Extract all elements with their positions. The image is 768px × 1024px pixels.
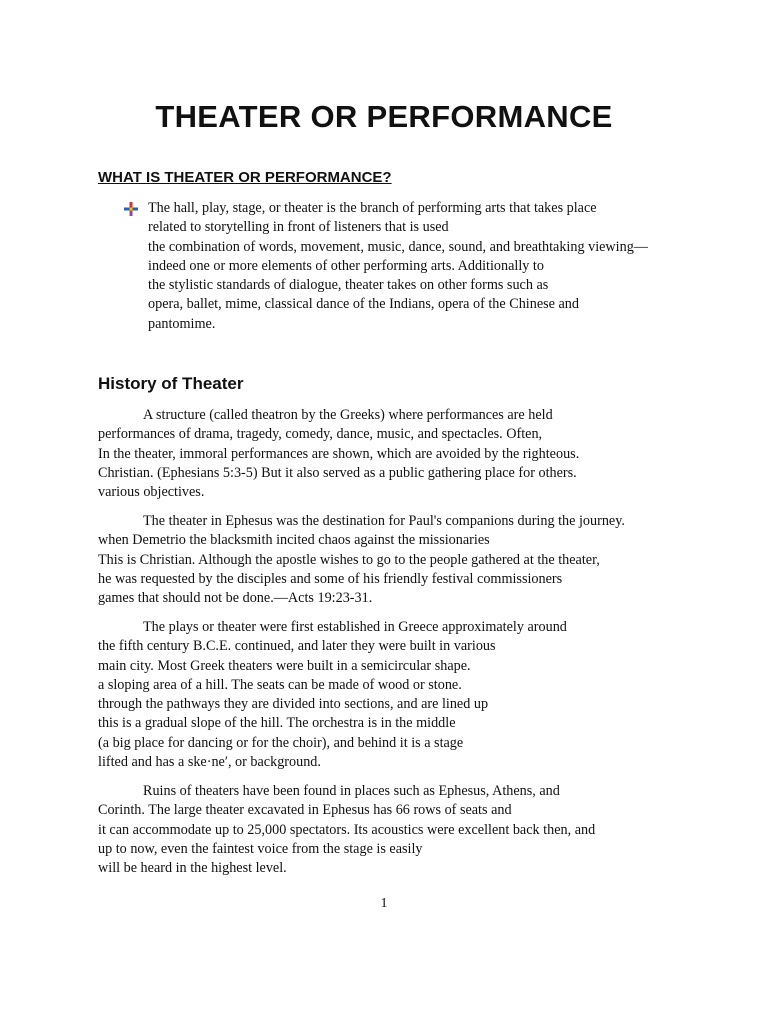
- text-line: the combination of words, movement, music, dance, sound, and breathtaking viewing—: [148, 238, 648, 255]
- text-line: (a big place for dancing or for the choir), and behind it is a stage: [98, 734, 464, 751]
- text-line: lifted and has a ske·ne′, or background.: [98, 754, 321, 771]
- multicolor-cross-bullet-icon: [124, 202, 138, 216]
- paragraph: [98, 406, 658, 502]
- text-line: it can accommodate up to 25,000 spectators. Its acoustics were excellent back then, and: [98, 821, 596, 838]
- text-line: The theater in Ephesus was the destination for Paul's companions during the journey.: [143, 513, 625, 529]
- text-line: up to now, even the faintest voice from the stage is easily: [98, 840, 423, 857]
- bullet-text: [148, 199, 708, 334]
- text-line: performances of drama, tragedy, comedy, dance, music, and spectacles. Often,: [98, 426, 543, 443]
- text-line: a sloping area of a hill. The seats can be made of wood or stone.: [98, 676, 462, 693]
- text-line: In the theater, immoral performances are shown, which are avoided by the righteous.: [98, 445, 580, 462]
- text-line: through the pathways they are divided into sections, and are lined up: [98, 696, 489, 713]
- text-line: the fifth century B.C.E. continued, and later they were built in various: [98, 638, 496, 655]
- section-heading-history: History of Theater: [98, 374, 244, 393]
- document-title: THEATER OR PERFORMANCE: [155, 99, 613, 134]
- text-line: indeed one or more elements of other performing arts. Additionally to: [148, 257, 544, 274]
- text-line: related to storytelling in front of listeners that is used: [148, 219, 449, 236]
- text-line: Corinth. The large theater excavated in Ephesus has 66 rows of seats and: [98, 802, 512, 819]
- text-line: Ruins of theaters have been found in places such as Ephesus, Athens, and: [143, 783, 560, 799]
- text-line: will be heard in the highest level.: [98, 860, 287, 877]
- text-line: main city. Most Greek theaters were built in a semicircular shape.: [98, 657, 471, 674]
- paragraph: [98, 782, 658, 878]
- text-line: various objectives.: [98, 484, 205, 501]
- text-line: when Demetrio the blacksmith incited chaos against the missionaries: [98, 532, 490, 549]
- paragraph: [98, 512, 658, 608]
- text-line: this is a gradual slope of the hill. The orchestra is in the middle: [98, 715, 456, 732]
- text-line: The hall, play, stage, or theater is the branch of performing arts that takes place: [148, 200, 597, 216]
- page-number: 1: [380, 896, 388, 911]
- text-line: The plays or theater were first established in Greece approximately around: [143, 619, 567, 635]
- text-line: he was requested by the disciples and some of his friendly festival commissioners: [98, 570, 563, 587]
- text-line: games that should not be done.—Acts 19:23-31.: [98, 590, 373, 607]
- section-heading-what-is-theater: WHAT IS THEATER OR PERFORMANCE?: [98, 169, 392, 186]
- text-line: opera, ballet, mime, classical dance of the Indians, opera of the Chinese and: [148, 296, 579, 313]
- text-line: A structure (called theatron by the Greeks) where performances are held: [143, 407, 553, 423]
- text-line: Christian. (Ephesians 5:3-5) But it also served as a public gathering place for others.: [98, 464, 577, 481]
- text-line: This is Christian. Although the apostle wishes to go to the people gathered at the theater,: [98, 551, 600, 568]
- paragraph: [98, 618, 658, 772]
- text-line: the stylistic standards of dialogue, theater takes on other forms such as: [148, 277, 549, 294]
- text-line: pantomime.: [148, 315, 216, 332]
